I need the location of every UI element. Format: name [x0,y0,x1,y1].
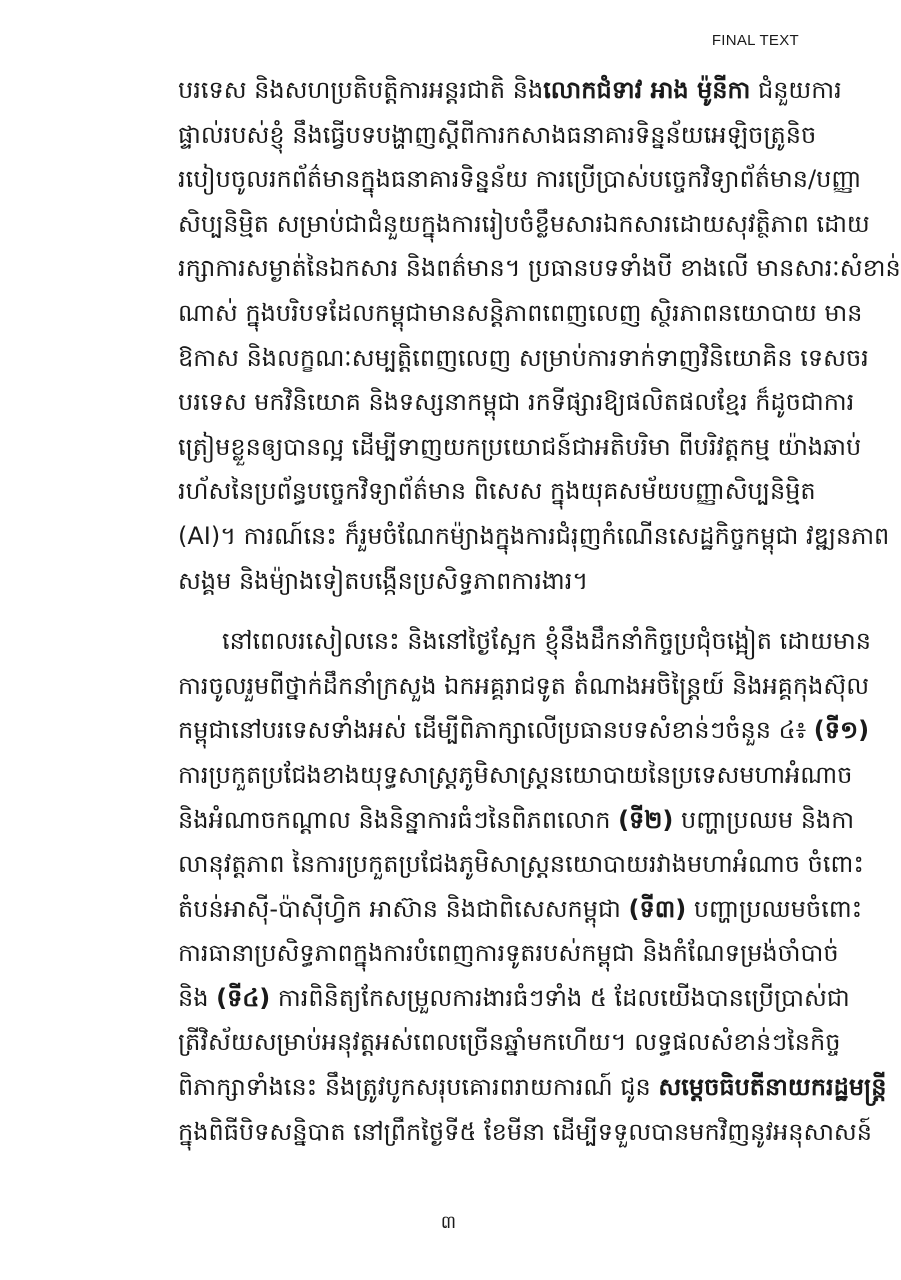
paragraph-2 [178,619,887,1154]
text-line [178,1065,887,1110]
final-text-label: FINAL TEXT [711,32,799,49]
text-segment: បរទេស មកវិនិយោគ និងទស្សនាកម្ពុជា រកទីផ្សារឱ្យផលិតផលខ្មែរ ក៏ដូចជាការ [178,388,855,417]
text-segment: ត្រីវិស័យសម្រាប់អនុវត្តអស់ពេលច្រើនឆ្នាំមកហើយ។ លទ្ធផលសំខាន់ៗនៃកិច្ច [178,1028,841,1057]
text-segment: ការពិនិត្យកែសម្រួលការងារធំៗទាំង ៥ ដែលយើងបានប្រើប្រាស់ជា [270,983,850,1012]
text-segment: កម្ពុជានៅបរទេសទាំងអស់ ដើម្បីពិភាក្សាលើប្រធានបទសំខាន់ៗចំនួន ៤៖ [178,716,814,745]
text-segment: រហ័សនៃប្រព័ន្ធបច្ចេកវិទ្យាព័ត៌មាន ពិសេស ក្នុងយុគសម័យបញ្ញាសិប្បនិម្មិត [178,477,816,506]
paragraph-1 [178,68,901,603]
text-segment: ណាស់ ក្នុងបរិបទដែលកម្ពុជាមានសន្តិភាពពេញលេញ ស្ថិរភាពនយោបាយ មាន [178,298,863,327]
text-line [178,753,853,798]
bold-text: (ទី១) [813,716,870,745]
bold-text: លោកជំទាវ អាង ម៉ូនីកា [543,76,751,104]
text-segment: នៅពេលរសៀលនេះ និងនៅថ្ងៃស្អែក ខ្ញុំនឹងដឹកនាំកិច្ចប្រជុំចង្អៀត ដោយមាន [222,627,872,656]
text-segment: ជំនួយការ [750,76,842,104]
bold-text: សម្តេចធិបតីនាយករដ្ឋមន្ត្រី [658,1073,887,1102]
text-line [178,976,850,1021]
text-line [178,336,869,381]
text-line [178,113,838,158]
text-segment: ការធានាប្រសិទ្ធភាពក្នុងការបំពេញការទូតរបស់កម្ពុជា និងកំណែទម្រង់ចាំបាច់ [178,939,839,968]
text-line [178,157,862,202]
bold-text: (ទី៣) [628,894,687,923]
text-segment: ការប្រកួតប្រជែងខាងយុទ្ធសាស្ត្រភូមិសាស្ត្រនយោបាយនៃប្រទេសមហាអំណាច [178,760,853,789]
text-segment: សិប្បនិម្មិត សម្រាប់ជាជំនួយក្នុងការរៀបចំខ្លឹមសារឯកសារដោយសុវត្ថិភាព ដោយ [178,209,870,238]
text-segment: សង្គម និងម៉្យាងទៀតបង្កើនប្រសិទ្ធភាពការងារ។ [178,566,589,595]
text-line [178,469,838,514]
text-line [178,619,872,664]
text-segment: និង [178,983,217,1012]
text-line [178,798,855,843]
text-line [178,559,838,604]
text-segment: របៀបចូលរកព័ត៌មានក្នុងធនាគារទិន្នន័យ ការប្រើប្រាស់បច្ចេកវិទ្យាព័ត៌មាន/បញ្ញា [178,165,862,194]
body-text [178,68,901,1154]
text-line [178,1110,873,1155]
text-line [178,708,870,753]
text-line [178,246,901,291]
text-segment: បរទេស និងសហប្រតិបត្តិការអន្តរជាតិ និង [178,76,544,104]
text-line [178,664,870,709]
text-segment: លានុវត្តភាព នៃការប្រកួតប្រជែងភូមិសាស្ត្រនយោបាយរវាងមហាអំណាច ចំពោះ [178,850,864,879]
text-line [178,514,890,559]
text-segment: ពិភាក្សាទាំងនេះ នឹងត្រូវបូកសរុបគោរពរាយការណ៍ ជូន [178,1073,659,1102]
text-segment: តំបន់អាស៊ី-ប៉ាស៊ីហ្វិក អាស៊ាន និងជាពិសេសកម្ពុជា [178,894,629,923]
bold-text: (ទី២) [618,805,674,834]
page-number: ៣ [440,1212,457,1233]
text-segment: រក្សាការសម្ងាត់នៃឯកសារ និងពត៌មាន។ ប្រធានបទទាំងបី ខាងលើ មានសារៈសំខាន់ [178,254,901,283]
text-line [178,380,855,425]
text-segment: បញ្ហាប្រឈមចំពោះ [686,894,863,923]
text-segment: ផ្ទាល់របស់ខ្ញុំ នឹងធ្វើបទបង្ហាញស្តីពីការកសាងធនាគារទិន្នន័យអេឡិចត្រូនិច [178,120,817,149]
bold-text: (ទី៤) [216,983,271,1012]
text-segment: (AI)។ ការណ៍នេះ ក៏រួមចំណែកម៉្យាងក្នុងការជំរុញកំណើនសេដ្ឋកិច្ចកម្ពុជា វឌ្ឍនភាព [178,521,890,550]
text-line [178,68,842,113]
text-segment: ការចូលរួមពីថ្នាក់ដឹកនាំក្រសួង ឯកអគ្គរាជទូត តំណាងអចិន្ត្រៃយ៍ និងអគ្គកុងស៊ុល [178,671,870,700]
text-line [178,887,863,932]
text-segment: ឱកាស និងលក្ខណៈសម្បត្តិពេញលេញ សម្រាប់ការទាក់ទាញវិនិយោគិន ទេសចរ [178,343,869,372]
text-line [178,842,864,887]
text-segment: បញ្ហាប្រឈម និងកា [673,805,855,834]
text-segment: ក្នុងពិធីបិទសន្និបាត នៅព្រឹកថ្ងៃទី៥ ខែមីនា ដើម្បីទទួលបានមកវិញនូវអនុសាសន៍ [178,1117,873,1146]
text-line [178,202,870,247]
text-line [178,1020,841,1065]
text-line [178,291,863,336]
text-line [178,931,838,976]
text-segment: និងអំណាចកណ្តាល និងនិន្នាការធំៗនៃពិភពលោក [178,805,619,834]
text-segment: ត្រៀមខ្លួនឲ្យបានល្អ ដើម្បីទាញយកប្រយោជន៍ជាអតិបរិមា ពីបរិវត្តកម្ម យ៉ាងឆាប់ [178,432,862,461]
text-line [178,425,862,470]
